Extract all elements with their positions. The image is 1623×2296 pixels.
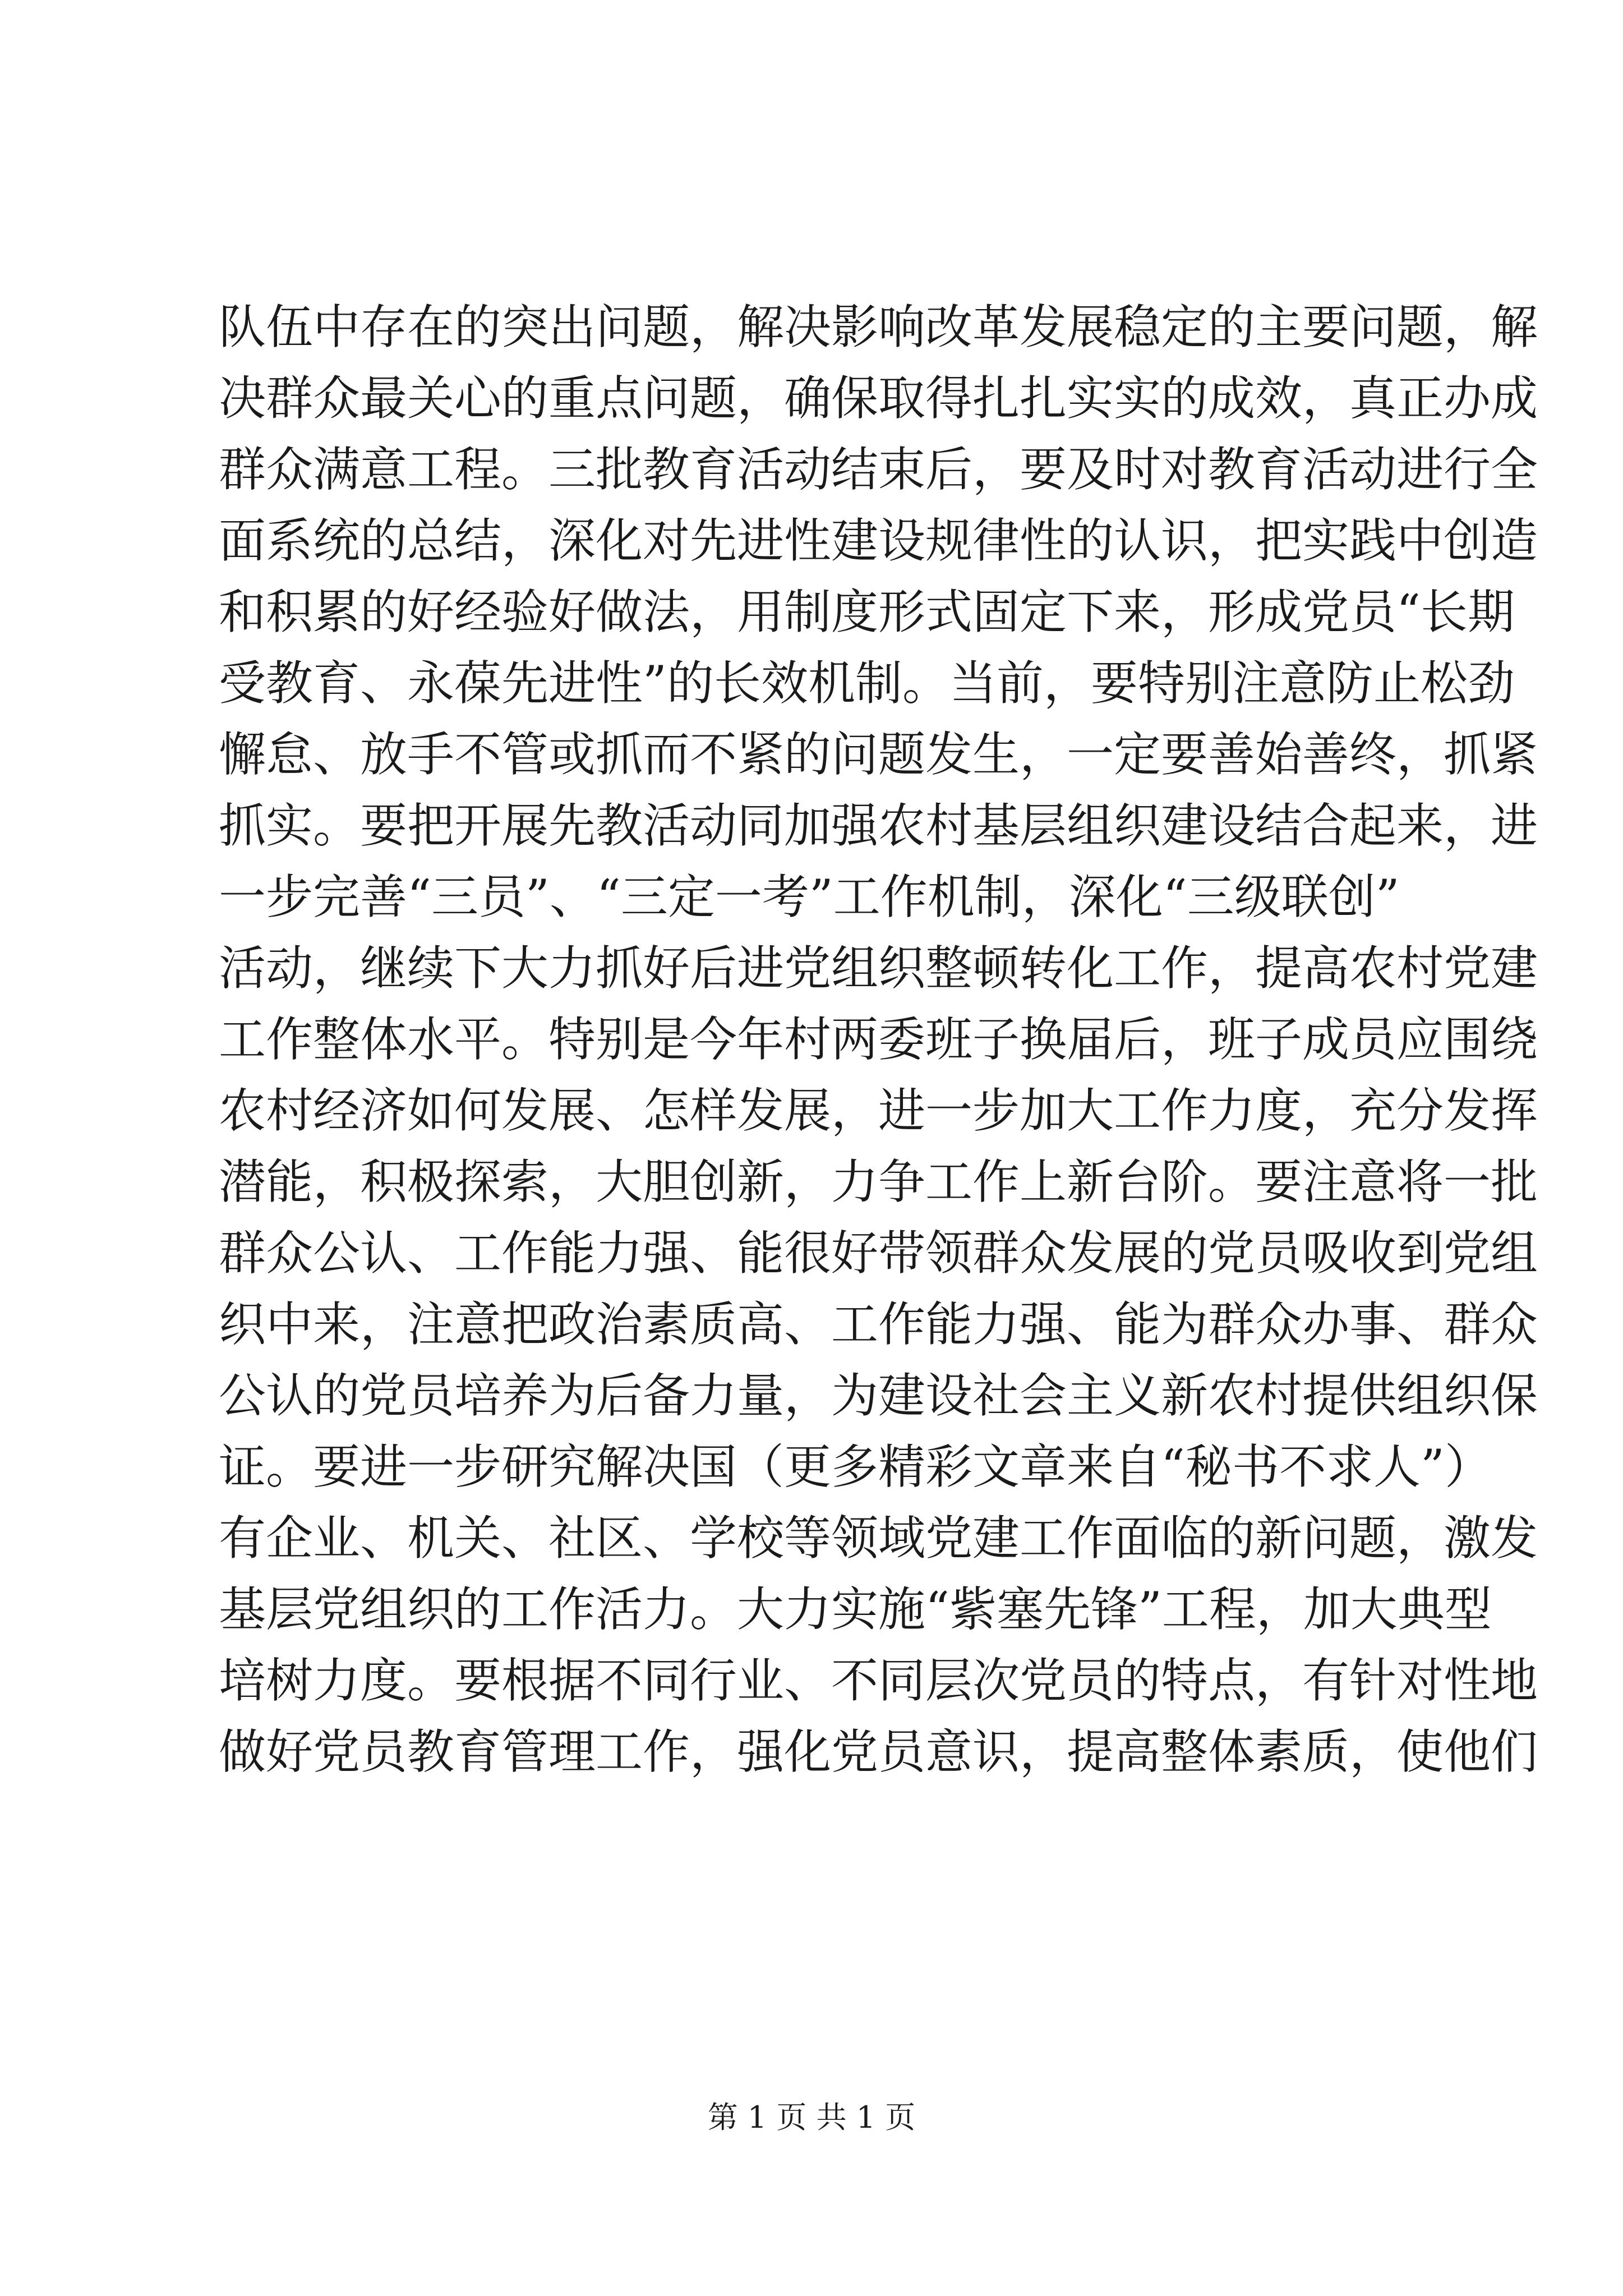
body-text	[219, 292, 1538, 1788]
text-line-5: 和积累的好经验好做法，用制度形式固定下来，形成党员“长期	[219, 585, 1515, 639]
text-line-14: 群众公认、工作能力强、能很好带领群众发展的党员吸收到党组	[219, 1226, 1538, 1281]
text-line-3: 群众满意工程。三批教育活动结束后，要及时对教育活动进行全	[219, 442, 1538, 497]
text-line-8: 抓实。要把开展先教活动同加强农村基层组织建设结合起来，进	[219, 798, 1538, 853]
text-line-21: 做好党员教育管理工作，强化党员意识，提高整体素质，使他们	[219, 1724, 1538, 1779]
text-line-6: 受教育、永葆先进性”的长效机制。当前，要特别注意防止松劲	[219, 656, 1515, 711]
text-line-2: 决群众最关心的重点问题，确保取得扎扎实实的成效，真正办成	[219, 371, 1538, 426]
text-line-9: 一步完善“三员”、“三定一考”工作机制，深化“三级联创”	[219, 869, 1400, 924]
text-line-10: 活动，继续下大力抓好后进党组织整顿转化工作，提高农村党建	[219, 941, 1538, 996]
text-line-19: 基层党组织的工作活力。大力实施“紫塞先锋”工程，加大典型	[219, 1582, 1492, 1637]
text-line-13: 潜能，积极探索，大胆创新，力争工作上新台阶。要注意将一批	[219, 1154, 1538, 1209]
text-line-15: 织中来，注意把政治素质高、工作能力强、能为群众办事、群众	[219, 1297, 1538, 1352]
text-line-16: 公认的党员培养为后备力量，为建设社会主义新农村提供组织保	[219, 1368, 1538, 1423]
page-number-footer: 第 1 页 共 1 页	[707, 2100, 916, 2135]
text-line-11: 工作整体水平。特别是今年村两委班子换届后，班子成员应围绕	[219, 1012, 1538, 1067]
text-line-18: 有企业、机关、社区、学校等领域党建工作面临的新问题，激发	[219, 1511, 1538, 1566]
text-line-17: 证。要进一步研究解决国（更多精彩文章来自“秘书不求人”）	[219, 1439, 1492, 1494]
text-line-7: 懈怠、放手不管或抓而不紧的问题发生，一定要善始善终，抓紧	[219, 727, 1538, 782]
text-line-1: 队伍中存在的突出问题，解决影响改革发展稳定的主要问题，解	[219, 300, 1538, 355]
text-line-20: 培树力度。要根据不同行业、不同层次党员的特点，有针对性地	[219, 1653, 1538, 1708]
text-line-4: 面系统的总结，深化对先进性建设规律性的认识，把实践中创造	[219, 513, 1538, 568]
text-line-12: 农村经济如何发展、怎样发展，进一步加大工作力度，充分发挥	[219, 1083, 1538, 1138]
